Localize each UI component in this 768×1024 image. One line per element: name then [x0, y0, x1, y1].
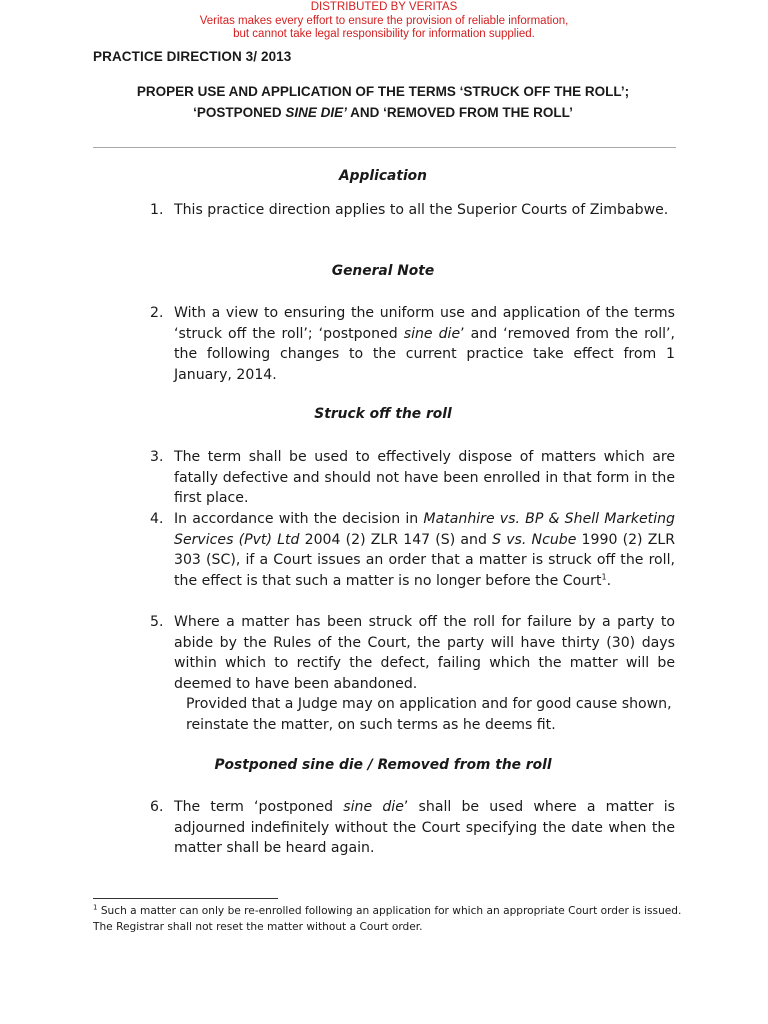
footnote-reference: 1	[601, 572, 607, 582]
disclaimer-line-2: Veritas makes every effort to ensure the provision of reliable information,	[199, 14, 569, 27]
heading-line-1: PROPER USE AND APPLICATION OF THE TERMS ‘STRUCK OFF THE ROLL’;	[136, 84, 630, 99]
paragraph-number: 5.	[150, 614, 164, 630]
paragraph-4	[150, 509, 675, 591]
disclaimer-line-1: DISTRIBUTED BY VERITAS	[310, 1, 458, 13]
footnote-text: Such a matter can only be re-enrolled following an application for which an appropriate Court order is issued. The Registrar shall not reset the matter without a Court order.	[93, 905, 682, 933]
paragraph-text: The term shall be used to effectively dispose of matters which are fatally defective and should not have been enrolled in that form in the first place.	[174, 449, 675, 507]
footnote	[93, 904, 693, 935]
section-heading-application: Application	[338, 168, 427, 184]
footnote-divider	[93, 898, 278, 899]
section-heading-struck-off: Struck off the roll	[314, 406, 452, 422]
heading-text: AND ‘REMOVED FROM THE ROLL’	[346, 105, 573, 120]
paragraph-5	[150, 612, 675, 694]
paragraph-3	[150, 447, 675, 509]
footnote-mark: 1	[93, 903, 98, 912]
practice-direction-number: PRACTICE DIRECTION 3/ 2013	[93, 49, 292, 64]
paragraph-text: In accordance with the decision in Matanhire vs. BP & Shell Marketing Services (Pvt) Ltd 2004 (2) ZLR 147 (S) and S vs. Ncube 1990 (2) ZLR 303 (SC), if a Court issues an order that a matter is struck off the roll, the effect is that such a matter is no longer before the Court$^1$.	[174, 511, 675, 589]
paragraph-number: 1.	[150, 202, 164, 218]
heading-line-2	[93, 102, 673, 123]
section-heading-general-note: General Note	[331, 263, 435, 279]
paragraph-number: 6.	[150, 799, 164, 815]
heading-divider	[93, 147, 676, 148]
heading-italic-text: SINE DIE’	[285, 105, 347, 120]
paragraph-6	[150, 797, 675, 859]
proviso-text: Provided that a Judge may on application and for good cause shown, reinstate the matter, on such terms as he deems fit.	[186, 696, 672, 733]
paragraph-text: Where a matter has been struck off the roll for failure by a party to abide by the Rules of the Court, the party will have thirty (30) days within which to rectify the defect, failing which the matter will be deemed to have been abandoned.	[174, 614, 675, 692]
paragraph-text: This practice direction applies to all the Superior Courts of Zimbabwe.	[174, 202, 669, 218]
paragraph-text: The term ‘postponed sine die’ shall be used where a matter is adjourned indefinitely without the Court specifying the date when the matter shall be heard again.	[174, 799, 675, 857]
paragraph-number: 4.	[150, 511, 164, 527]
document-heading	[93, 81, 673, 123]
paragraph-2	[150, 303, 675, 385]
heading-text: ‘POSTPONED	[193, 105, 286, 120]
disclaimer-line-3: but cannot take legal responsibility for information supplied.	[233, 28, 535, 40]
paragraph-number: 3.	[150, 449, 164, 465]
distribution-disclaimer	[0, 1, 768, 42]
paragraph-text: With a view to ensuring the uniform use and application of the terms ‘struck off the roll’; ‘postponed sine die’ and ‘removed from the roll’, the following changes to the current practice take effect from 1 January, 2014.	[174, 305, 676, 383]
paragraph-number: 2.	[150, 305, 164, 321]
section-heading-postponed: Postponed sine die / Removed from the roll	[214, 757, 552, 773]
paragraph-1	[150, 200, 675, 221]
